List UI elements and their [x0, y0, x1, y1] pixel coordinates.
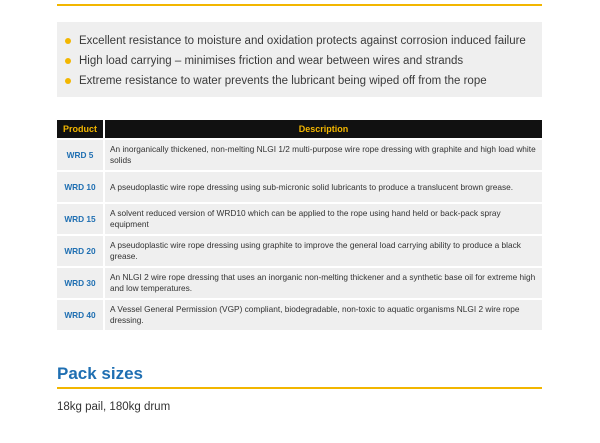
product-description: An inorganically thickened, non-melting NLGI 1/2 multi-purpose wire rope dressing with graphite and high load white solids: [103, 140, 542, 170]
product-table: [57, 118, 542, 332]
product-description: A solvent reduced version of WRD10 which can be applied to the rope using hand held or back-pack spray equipment: [103, 204, 542, 234]
bullet-icon: [65, 78, 71, 84]
benefit-item: [65, 71, 542, 91]
product-description: A pseudoplastic wire rope dressing using graphite to improve the general load carrying ability to produce a black grease.: [103, 236, 542, 266]
section-divider: [57, 387, 542, 389]
bullet-icon: [65, 58, 71, 64]
product-code: WRD 40: [57, 300, 103, 330]
table-row: [57, 172, 542, 202]
pack-sizes-heading: Pack sizes: [57, 364, 144, 383]
table-row: [57, 300, 542, 330]
benefits-panel: [57, 22, 542, 97]
product-code: WRD 15: [57, 204, 103, 234]
product-code: WRD 20: [57, 236, 103, 266]
bullet-icon: [65, 38, 71, 44]
benefit-item: [65, 31, 542, 51]
table-row: [57, 140, 542, 170]
table-row: [57, 236, 542, 266]
product-code: WRD 10: [57, 172, 103, 202]
benefit-item: [65, 51, 542, 71]
description-column-header: Description: [103, 120, 542, 138]
product-code: WRD 5: [57, 140, 103, 170]
table-row: [57, 268, 542, 298]
benefit-text: Extreme resistance to water prevents the lubricant being wiped off from the rope: [79, 75, 487, 87]
table-row: [57, 204, 542, 234]
product-description: A pseudoplastic wire rope dressing using sub-micronic solid lubricants to produce a translucent brown grease.: [103, 172, 542, 202]
product-description: A Vessel General Permission (VGP) compliant, biodegradable, non-toxic to aquatic organisms NLGI 2 wire rope dressing.: [103, 300, 542, 330]
product-description: An NLGI 2 wire rope dressing that uses an inorganic non-melting thickener and a synthetic base oil for extreme high and low temperatures.: [103, 268, 542, 298]
table-header-row: [57, 120, 542, 138]
top-divider: [57, 4, 542, 6]
product-column-header: Product: [57, 120, 103, 138]
benefit-text: High load carrying – minimises friction and wear between wires and strands: [79, 55, 464, 67]
pack-sizes-text: 18kg pail, 180kg drum: [57, 401, 171, 413]
benefit-text: Excellent resistance to moisture and oxidation protects against corrosion induced failure: [79, 35, 526, 47]
product-code: WRD 30: [57, 268, 103, 298]
